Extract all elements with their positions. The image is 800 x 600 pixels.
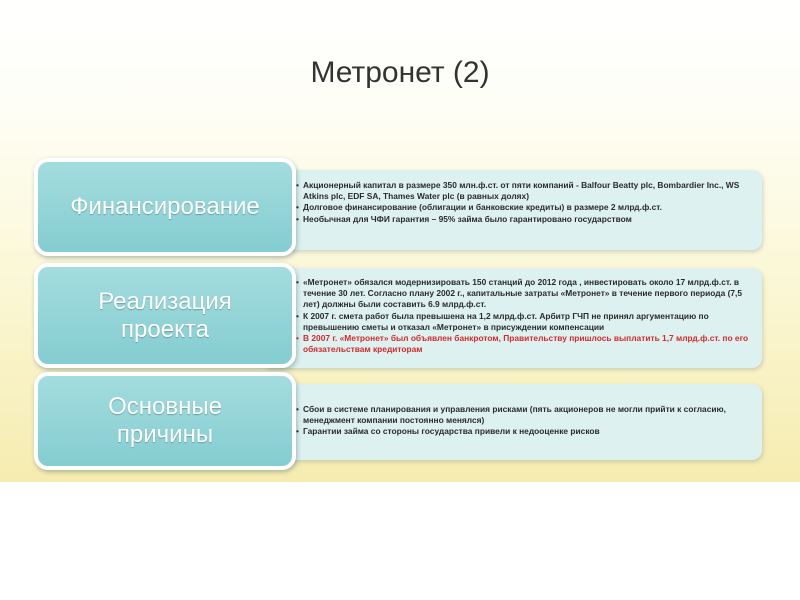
financing-bullet-list [296,180,752,225]
implementation-label: Реализация проекта [98,287,232,343]
bullet-item-highlight: • В 2007 г. «Метронет» был объявлен банкротом, Правительству пришлось выплатить 1,7 млрд.ф.ст. по его обязательствам кредиторам [296,333,752,355]
bullet-item: • Долговое финансирование (облигации и банковские кредиты) в размере 2 млрд.ф.ст. [296,202,752,213]
financing-bullets-box [262,170,762,250]
causes-bullet-list [296,404,752,438]
slide-title: Метронет (2) [310,56,490,89]
causes-bullets-box [262,384,762,460]
bullet-item: • «Метронет» обязался модернизировать 150 станций до 2012 года , инвестировать около 17 млрд.ф.ст. в течение 30 лет. Согласно плану 2002 г., капитальные затраты «Метронет» в течение первого периода (7,5 лет) должны были составить 6.9 млрд.ф.ст. [296,277,752,311]
bullet-item: • Гарантии займа со стороны государства привели к недооценке рисков [296,426,752,437]
implementation-label-box [34,263,296,368]
implementation-bullet-list [296,277,752,355]
bullet-item: • Необычная для ЧФИ гарантия – 95% займа было гарантировано государством [296,214,752,225]
bullet-item: • Акционерный капитал в размере 350 млн.ф.ст. от пяти компаний - Balfour Beatty plc, Bombardier Inc., WS Atkins plc, EDF SA, Thames Water plc (в равных долях) [296,180,752,202]
bullet-item: • Сбои в системе планирования и управления рисками (пять акционеров не могли прийти к согласию, менеджмент компании постоянно менялся) [296,404,752,426]
bullet-item: • К 2007 г. смета работ была превышена на 1,2 млрд.ф.ст. Арбитр ГЧП не принял аргументацию по превышению сметы и отказал «Метронет» в присуждении компенсации [296,311,752,333]
financing-label: Финансирование [70,193,260,220]
causes-label-box [34,372,296,470]
causes-label: Основные причины [108,393,222,448]
financing-label-box [34,158,296,256]
implementation-bullets-box [262,268,762,368]
